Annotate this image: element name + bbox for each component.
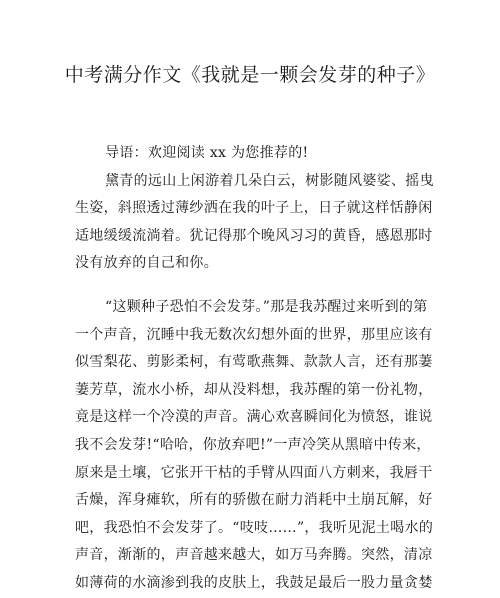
paragraph2-line: 一个声音，沉睡中我无数次幻想外面的世界，那里应该有 — [75, 326, 433, 343]
paragraph2-line: 声音，渐渐的，声音越来越大，如万马奔腾。突然，清凉 — [75, 547, 433, 564]
paragraph2-line: “这颗种子恐怕不会发芽。”那是我苏醒过来听到的第 — [105, 298, 428, 315]
paragraph1-line: 黛青的远山上闲游着几朵白云，树影随风婆娑、摇曳 — [105, 172, 434, 189]
paragraph2-line: 吧，我恐怕不会发芽了。“吱吱……”，我听见泥土喝水的 — [75, 519, 434, 536]
paragraph1-line: 生姿，斜照透过薄纱洒在我的叶子上，日子就这样恬静闲 — [75, 200, 433, 217]
paragraph2-line: 原来是土壤，它张开干枯的手臂从四面八方刺来，我唇干 — [75, 464, 433, 481]
paragraph2-line: 似雪梨花、剪影柔柯，有莺歌燕舞、款款人言，还有那萋 — [75, 354, 433, 371]
paragraph2-line: 萋芳草，流水小桥，却从没料想，我苏醒的第一份礼物， — [75, 381, 433, 398]
paragraph2-line: 我不会发芽!“哈哈，你放弃吧!”一声冷笑从黑暗中传来， — [75, 436, 431, 453]
paragraph2-line: 舌燥，浑身瘫软，所有的骄傲在耐力消耗中土崩瓦解，好 — [75, 492, 433, 509]
paragraph2-line: 如薄荷的水滴渗到我的皮肤上，我鼓足最后一股力量贪婪 — [75, 574, 433, 591]
paragraph-gap — [75, 278, 430, 294]
document-body — [75, 140, 434, 598]
paragraph2-line: 竟是这样一个冷漠的声音。满心欢喜瞬间化为愤怒，谁说 — [75, 409, 433, 426]
paragraph1-line: 没有放弃的自己和你。 — [75, 255, 218, 272]
intro-line: 导语：欢迎阅读 xx 为您推荐的! — [105, 145, 309, 161]
paragraph1-line: 适地缓缓流淌着。犹记得那个晚风习习的黄昏，感恩那时 — [75, 227, 433, 244]
document-title: 中考满分作文《我就是一颗会发芽的种子》 — [64, 64, 436, 86]
